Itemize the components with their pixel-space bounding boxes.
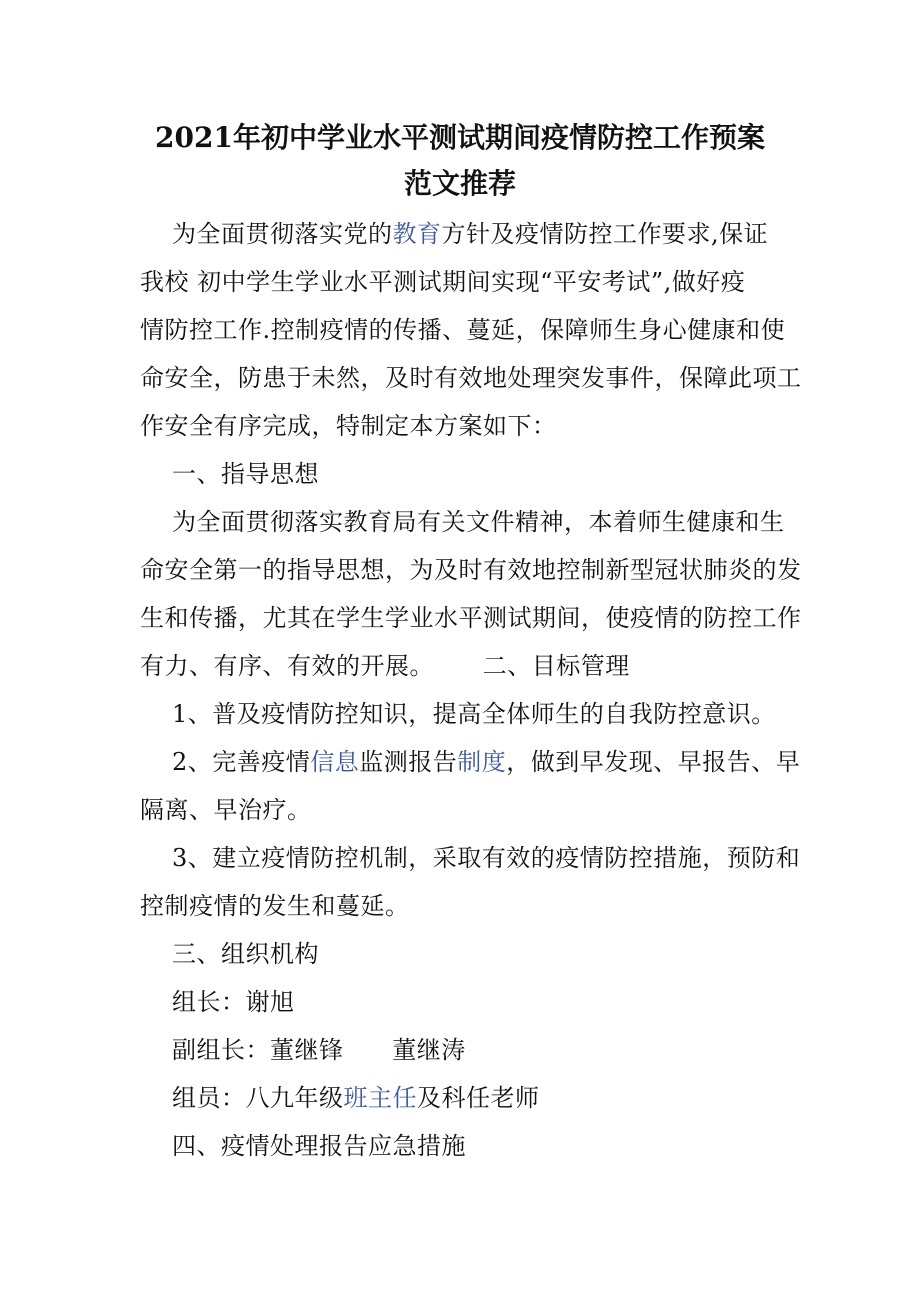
text-segment: 及科任老师 (417, 1084, 540, 1112)
education-link[interactable]: 教育 (392, 220, 442, 248)
leader-line: 组长：谢旭 (172, 988, 295, 1016)
paragraph-intro-line-4: 命安全，防患于未然，及时有效地处理突发事件，保障此项工 (140, 364, 802, 392)
deputy-leader-line: 副组长：董继锋 董继涛 (172, 1036, 466, 1064)
text-segment: 组员：八九年级 (172, 1084, 344, 1112)
document-title-line-2: 范文推荐 (403, 167, 516, 200)
goal-item-3-line-2: 控制疫情的发生和蔓延。 (140, 892, 410, 920)
document-title-line-1: 2021年初中学业水平测试期间疫情防控工作预案 (155, 121, 765, 154)
heading-organization: 三、组织机构 (172, 940, 319, 968)
text-segment: 为全面贯彻落实党的 (172, 220, 393, 248)
paragraph-guiding-line-4: 有力、有序、有效的开展。 二、目标管理 (140, 652, 630, 680)
paragraph-guiding-line-3: 生和传播，尤其在学生学业水平测试期间，使疫情的防控工作 (140, 604, 802, 632)
goal-item-2-line-2: 隔离、早治疗。 (140, 796, 312, 824)
class-teacher-link[interactable]: 班主任 (343, 1084, 417, 1112)
paragraph-intro-line-5: 作安全有序完成，特制定本方案如下： (140, 412, 557, 440)
heading-emergency-measures: 四、疫情处理报告应急措施 (172, 1132, 466, 1160)
members-line (172, 1082, 822, 1114)
information-link[interactable]: 信息 (310, 748, 360, 776)
text-segment: ，做到早发现、早报告、早 (506, 748, 801, 776)
text-segment: 监测报告 (359, 748, 458, 776)
paragraph-guiding-line-1: 为全面贯彻落实教育局有关文件精神，本着师生健康和生 (172, 508, 785, 536)
paragraph-intro-line-3: 情防控工作.控制疫情的传播、蔓延，保障师生身心健康和使 (140, 316, 786, 344)
goal-item-2-line-1 (172, 746, 822, 778)
goal-item-1: 1、普及疫情防控知识，提高全体师生的自我防控意识。 (172, 700, 776, 728)
goal-item-3-line-1: 3、建立疫情防控机制，采取有效的疫情防控措施，预防和 (172, 844, 801, 872)
text-segment: 2、完善疫情 (172, 748, 311, 776)
paragraph-intro-line-1 (172, 218, 822, 250)
paragraph-guiding-line-2: 命安全第一的指导思想，为及时有效地控制新型冠状肺炎的发 (140, 556, 802, 584)
text-segment: 方针及疫情防控工作要求,保证 (441, 220, 769, 248)
heading-guiding-ideology: 一、指导思想 (172, 460, 319, 488)
system-link[interactable]: 制度 (457, 748, 507, 776)
paragraph-intro-line-2: 我校 初中学生学业水平测试期间实现“平安考试”,做好疫 (140, 268, 746, 296)
